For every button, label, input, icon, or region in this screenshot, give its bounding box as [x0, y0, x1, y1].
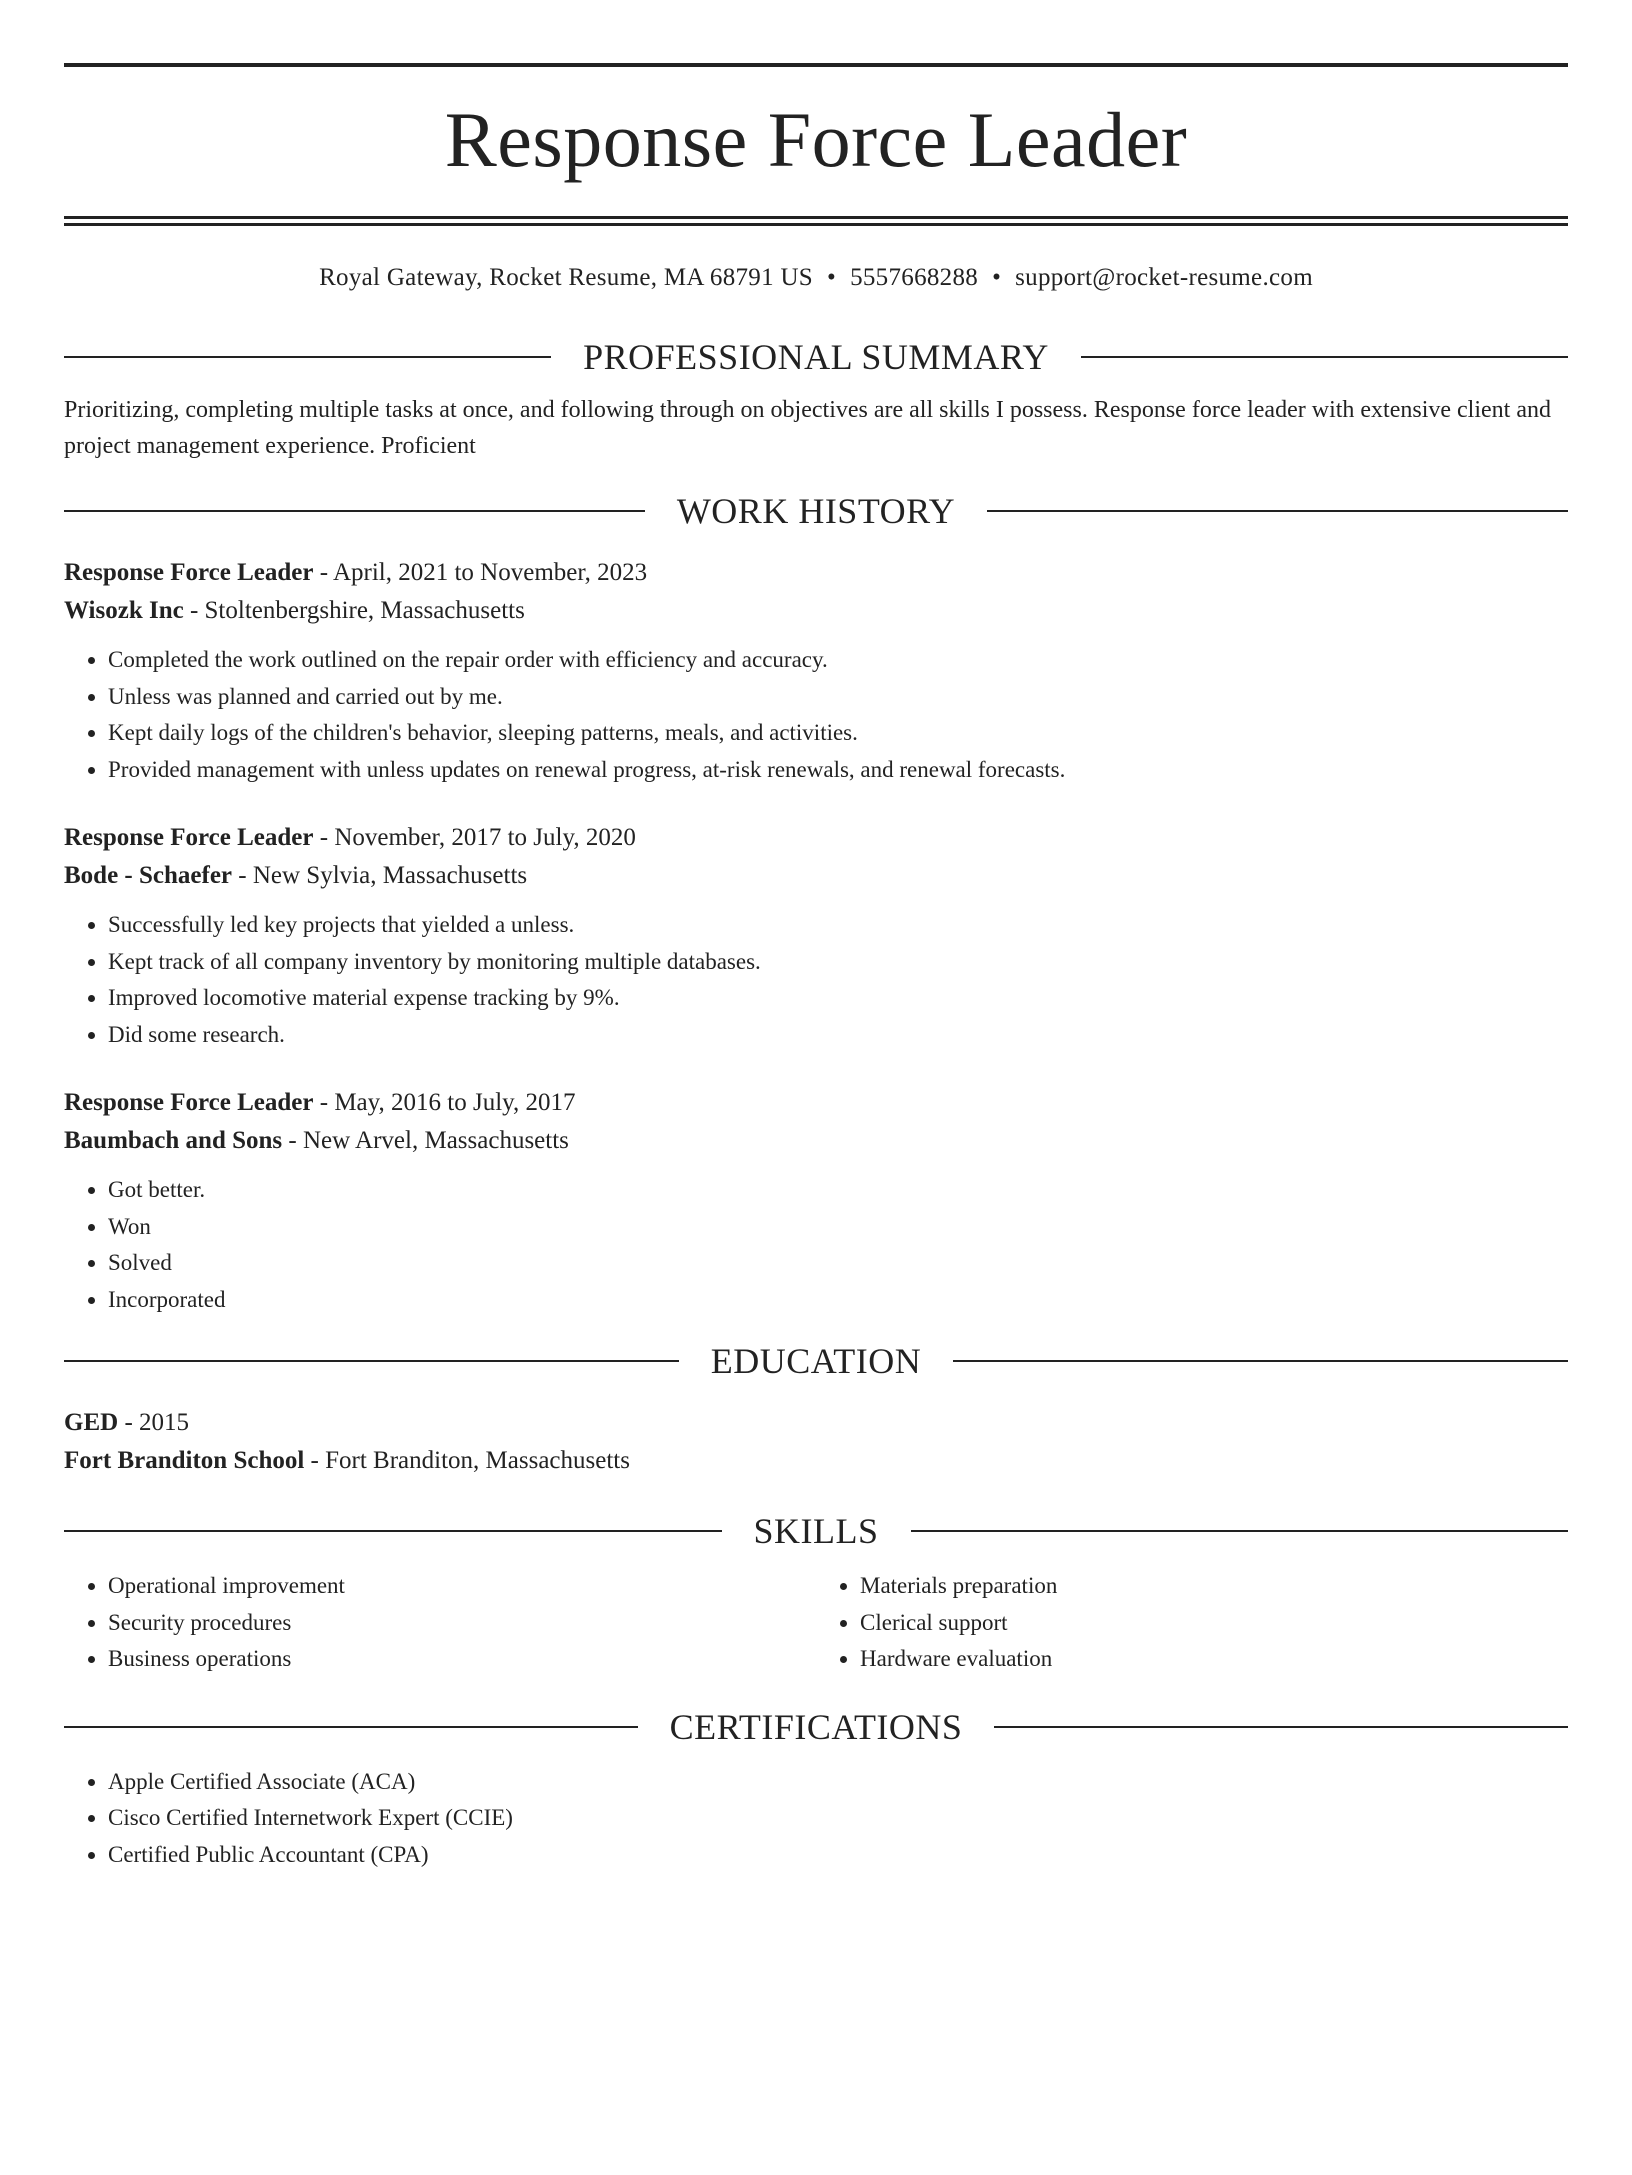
resume-name: Response Force Leader — [444, 96, 1188, 183]
job-bullets — [64, 907, 1568, 1053]
heading-rule — [64, 1360, 679, 1362]
list-item: • Provided management with unless updates on renewal progress, at-risk renewals, and renewal forecasts. — [108, 752, 1568, 789]
top-rule — [64, 63, 1568, 67]
work-history-heading — [64, 488, 1568, 534]
job-title-line — [64, 1084, 1568, 1122]
heading-rule — [987, 510, 1568, 512]
degree-year: - 2015 — [118, 1409, 190, 1436]
contact-separator: • — [992, 264, 1002, 291]
job-company-line — [64, 857, 1568, 895]
job-company-line — [64, 1122, 1568, 1160]
heading-rule — [64, 1530, 722, 1532]
education-heading — [64, 1338, 1568, 1384]
list-item: • Won — [108, 1209, 1568, 1246]
heading-rule — [64, 510, 645, 512]
section-title: CERTIFICATIONS — [669, 1706, 963, 1747]
skill-item: • Materials preparation — [860, 1568, 1568, 1605]
job-company: Baumbach and Sons — [64, 1127, 283, 1154]
section-title: PROFESSIONAL SUMMARY — [583, 337, 1049, 377]
job-title: Response Force Leader — [64, 559, 314, 586]
skills-grid — [64, 1568, 1568, 1678]
degree-line — [64, 1404, 1568, 1442]
job-title: Response Force Leader — [64, 824, 314, 851]
certification-item: • Certified Public Accountant (CPA) — [108, 1837, 1568, 1874]
skill-item: • Hardware evaluation — [860, 1641, 1568, 1678]
certifications-heading — [64, 1704, 1568, 1750]
job-title-line — [64, 819, 1568, 857]
skills-heading — [64, 1508, 1568, 1554]
heading-rule — [64, 356, 551, 358]
heading-rule — [911, 1530, 1569, 1532]
list-item: • Completed the work outlined on the repair order with efficiency and accuracy. — [108, 642, 1568, 679]
degree: GED — [64, 1409, 119, 1436]
job-company: Wisozk Inc — [64, 597, 184, 624]
contact-phone: 5557668288 — [850, 264, 979, 291]
list-item: • Got better. — [108, 1172, 1568, 1209]
certification-item: • Cisco Certified Internetwork Expert (CCIE) — [108, 1800, 1568, 1837]
contact-separator: • — [827, 264, 837, 291]
job-bullets — [64, 642, 1568, 788]
skill-item: • Clerical support — [860, 1605, 1568, 1642]
job-entry — [64, 1084, 1568, 1318]
job-dates: - May, 2016 to July, 2017 — [313, 1089, 576, 1116]
job-entry — [64, 819, 1568, 1053]
list-item: • Solved — [108, 1245, 1568, 1282]
job-bullets — [64, 1172, 1568, 1318]
list-item: • Unless was planned and carried out by me. — [108, 679, 1568, 716]
summary-heading — [64, 334, 1568, 380]
certification-item: • Apple Certified Associate (ACA) — [108, 1764, 1568, 1801]
section-title: SKILLS — [753, 1511, 879, 1551]
job-location: - New Sylvia, Massachusetts — [232, 862, 528, 889]
summary-text: Prioritizing, completing multiple tasks at once, and following through on objectives are all skills I possess. Response force leader with extensive client and project management experience. Proficient — [64, 397, 1551, 459]
job-dates: - November, 2017 to July, 2020 — [313, 824, 636, 851]
job-location: - Stoltenbergshire, Massachusetts — [183, 597, 525, 624]
skill-item: • Business operations — [108, 1641, 816, 1678]
skill-item: • Security procedures — [108, 1605, 816, 1642]
school-line — [64, 1442, 1568, 1480]
list-item: • Kept daily logs of the children's behavior, sleeping patterns, meals, and activities. — [108, 715, 1568, 752]
heading-rule — [953, 1360, 1568, 1362]
school-name: Fort Branditon School — [64, 1447, 305, 1474]
heading-rule — [64, 1726, 638, 1728]
list-item: • Incorporated — [108, 1282, 1568, 1319]
job-company: Bode - Schaefer — [64, 862, 233, 889]
job-entry — [64, 554, 1568, 788]
contact-address: Royal Gateway, Rocket Resume, MA 68791 US — [319, 264, 814, 291]
list-item: • Improved locomotive material expense tracking by 9%. — [108, 980, 1568, 1017]
heading-rule — [994, 1726, 1568, 1728]
double-rule — [64, 216, 1568, 226]
contact-line — [64, 260, 1568, 296]
job-dates: - April, 2021 to November, 2023 — [313, 559, 648, 586]
skill-item: • Operational improvement — [108, 1568, 816, 1605]
school-location: - Fort Branditon, Massachusetts — [304, 1447, 630, 1474]
job-title: Response Force Leader — [64, 1089, 314, 1116]
certifications-list — [64, 1764, 1568, 1874]
job-company-line — [64, 592, 1568, 630]
job-location: - New Arvel, Massachusetts — [282, 1127, 569, 1154]
list-item: • Did some research. — [108, 1017, 1568, 1054]
skills-column-right — [816, 1568, 1568, 1678]
job-title-line — [64, 554, 1568, 592]
section-title: EDUCATION — [710, 1341, 922, 1381]
list-item: • Successfully led key projects that yielded a unless. — [108, 907, 1568, 944]
education-entry — [64, 1404, 1568, 1480]
resume-page — [0, 63, 1632, 2175]
list-item: • Kept track of all company inventory by monitoring multiple databases. — [108, 944, 1568, 981]
heading-rule — [1081, 356, 1568, 358]
skills-column-left — [64, 1568, 816, 1678]
section-title: WORK HISTORY — [676, 491, 956, 531]
contact-email: support@rocket-resume.com — [1015, 264, 1313, 291]
